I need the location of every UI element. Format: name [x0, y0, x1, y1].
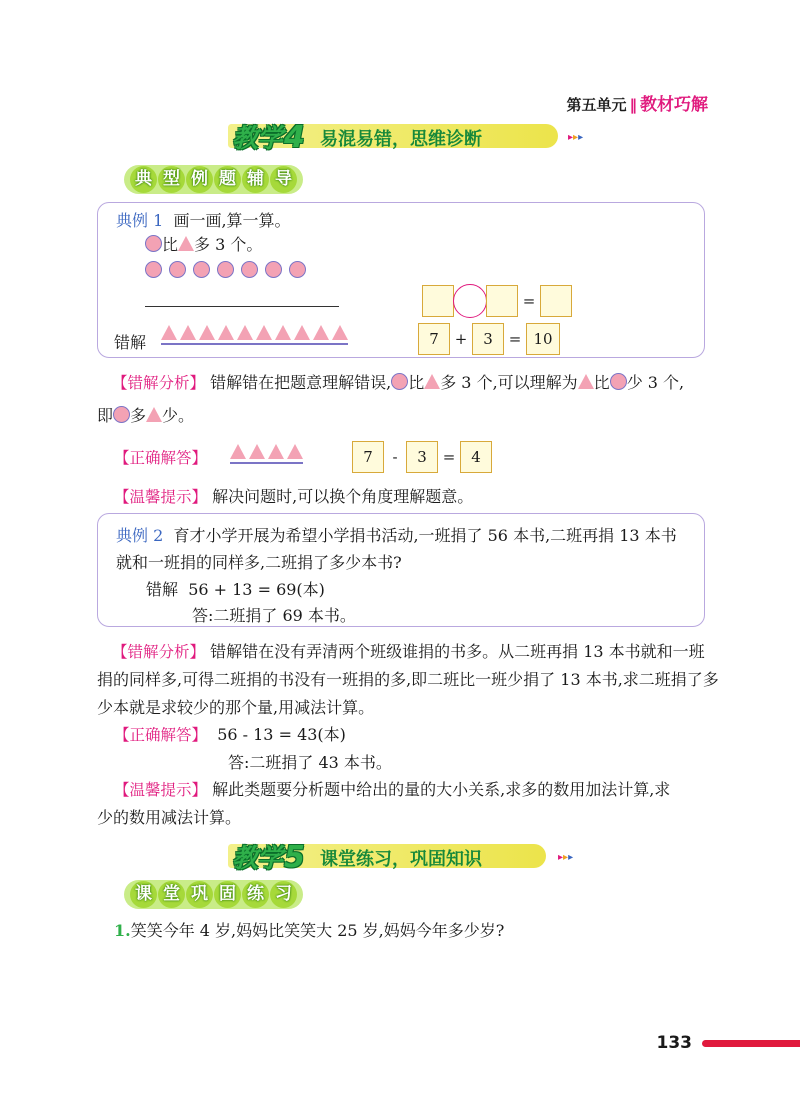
section-label: 教学5: [232, 840, 304, 875]
header-divider: ‖: [629, 96, 637, 114]
correct-triangle-row: [230, 444, 303, 464]
triangle-icon: [578, 374, 594, 389]
circle-icon: [289, 261, 306, 278]
circle-row: [145, 261, 306, 278]
page-number-bar: [702, 1040, 800, 1047]
arrow-icon: ▸▸▸: [558, 852, 574, 863]
error-analysis-1-cont: 即 多 少。: [97, 406, 195, 425]
arrow-icon: ▸▸▸: [568, 132, 584, 143]
tip-2-line1: 【温馨提示】 解此类题要分析题中给出的量的大小关系,求多的数用加法计算,求: [114, 780, 671, 799]
tip-2-line2: 少的数用减法计算。: [97, 808, 242, 827]
circle-icon: [265, 261, 282, 278]
page-number: 133: [656, 1033, 692, 1053]
circle-icon: [145, 261, 162, 278]
section-title: 课堂练习，巩固知识: [320, 849, 482, 870]
circle-icon: [169, 261, 186, 278]
error-analysis-2-line2: 捐的同样多,可得二班捐的书没有一班捐的多,即二班比一班少捐了 13 本书,求二班捐了多: [97, 670, 719, 689]
error-analysis-2-line1: 【错解分析】 错解错在没有弄清两个班级谁捐的书多。从二班再捐 13 本书就和一班: [112, 642, 705, 661]
triangle-icon: [178, 236, 194, 251]
triangle-icon: [424, 374, 440, 389]
error-analysis-2-line3: 少本就是求较少的那个量,用减法计算。: [97, 698, 375, 717]
correct-answer-2-ans: 答:二班捐了 43 本书。: [228, 753, 392, 772]
section-banner-5: [228, 840, 598, 875]
error-analysis-1: 【错解分析】 错解错在把题意理解错误, 比 多 3 个,可以理解为 比 少 3 个,: [112, 373, 685, 392]
example-1-condition: 比 多 3 个。: [145, 232, 262, 255]
page-header: [566, 90, 708, 115]
section-title: 易混易错，思维诊断: [320, 129, 482, 150]
wrong-solution-label: 错解: [114, 333, 147, 352]
circle-icon: [145, 235, 162, 252]
example-2-line2: 就和一班捐的同样多,二班捐了多少本书?: [116, 553, 402, 572]
subheading-class-practice: 课 堂 巩 固 练 习: [124, 880, 303, 909]
example-label: 典例 1: [116, 211, 164, 230]
blank-box: [540, 285, 572, 317]
operator-circle: [453, 284, 487, 318]
triangle-row: [161, 325, 348, 345]
circle-icon: [217, 261, 234, 278]
exercise-1: 1.笑笑今年 4 岁,妈妈比笑笑大 25 岁,妈妈今年多少岁?: [114, 921, 505, 940]
example-2-wrong: 错解 56 + 13 = 69(本): [146, 580, 325, 599]
triangle-icon: [146, 407, 162, 422]
exercise-number: 1.: [114, 921, 131, 940]
circle-icon: [610, 373, 627, 390]
section-label: 教学4: [232, 120, 304, 155]
circle-icon: [241, 261, 258, 278]
blank-equation: =: [422, 284, 572, 318]
example-2-wrong-answer: 答:二班捐了 69 本书。: [192, 606, 356, 625]
example-2-line1: 典例 2 育才小学开展为希望小学捐书活动,一班捐了 56 本书,二班再捐 13 本书: [116, 526, 677, 545]
circle-icon: [113, 406, 130, 423]
example-1-prompt: 典例 1 画一画,算一算。: [116, 211, 291, 230]
unit-label: 第五单元: [566, 96, 627, 114]
tip-1: 【温馨提示】 解决问题时,可以换个角度理解题意。: [114, 487, 474, 506]
circle-icon: [193, 261, 210, 278]
correct-answer-1-tag: 【正确解答】: [114, 449, 208, 467]
blank-box: [486, 285, 518, 317]
section-banner-4: [228, 120, 598, 155]
wrong-equation: 7 + 3 = 10: [418, 323, 560, 355]
correct-equation-1: 7 - 3 = 4: [352, 441, 492, 473]
correct-answer-2: 【正确解答】 56 - 13 = 43(本): [114, 725, 346, 744]
topic-label: 教材巧解: [640, 95, 708, 115]
blank-answer-line: [145, 306, 339, 307]
subheading-typical-examples: 典 型 例 题 辅 导: [124, 165, 303, 194]
circle-icon: [391, 373, 408, 390]
blank-box: [422, 285, 454, 317]
